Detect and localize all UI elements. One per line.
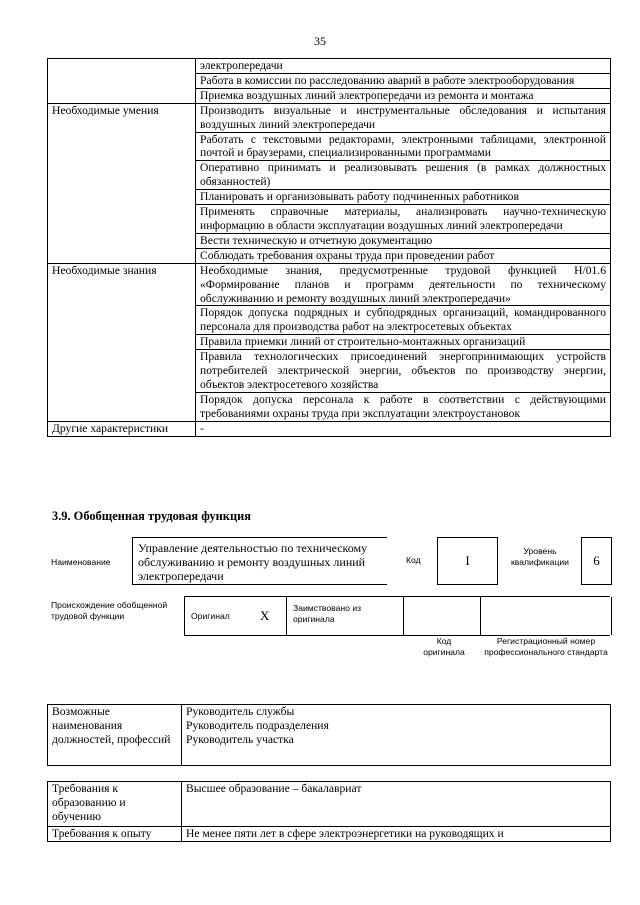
row-label: Необходимые знания [48,263,196,421]
row-text: Порядок допуска персонала к работе в соответствии с действующими требованиями охраны труда при эксплуатации электроустановок [196,392,611,421]
table-row [48,421,611,436]
code-label: Код [406,555,421,565]
experience-label: Требования к опыту [48,827,182,842]
requirements-table [47,781,611,842]
qualification-level-label: Уровень квалификации [511,546,569,567]
row-label: Другие характеристики [48,421,196,436]
row-text: Правила технологических присоединений энергопринимающих устройств потребителей электрической энергии, объектов по производству энергии, объектов электросетевого хозяйства [196,350,611,393]
qualification-level-box [581,537,612,585]
position-item: Руководитель участка [186,732,294,746]
experience-value: Не менее пяти лет в сфере электроэнергетики на руководящих и [182,827,611,842]
row-label [48,59,196,104]
code-value: I [465,553,470,568]
borrowed-label: Заимствовано из оригинала [293,603,362,624]
table-row [48,103,611,132]
row-label: Необходимые умения [48,103,196,263]
origin-row [184,596,610,636]
row-text: Планировать и организовывать работу подчиненных работников [196,190,611,205]
position-item: Руководитель подразделения [186,718,329,732]
row-text: Вести техническую и отчетную документацию [196,233,611,248]
row-text: Необходимые знания, предусмотренные трудовой функцией H/01.6 «Формирование планов и программ деятельности по техническому обслуживанию и ремонту воздушных линий электропередачи» [196,263,611,306]
origin-label: Происхождение обобщенной трудовой функции [51,600,168,621]
education-label: Требования к образованию и обучению [48,782,182,827]
table-row [48,263,611,306]
function-name: Управление деятельностью по техническому обслуживанию и ремонту воздушных линий электропередачи [138,541,368,583]
origin-borrowed-cell [286,597,404,635]
original-label: Оригинал [191,611,230,621]
row-text: электропередачи [196,59,611,74]
section-title: 3.9. Обобщенная трудовая функция [52,509,251,523]
original-mark: X [260,608,270,623]
origin-original-cell [184,597,287,635]
row-text: Производить визуальные и инструментальные обследования и испытания воздушных линий электропередачи [196,103,611,132]
row-text: Работать с текстовыми редакторами, электронными таблицами, электронной почтой и браузерами, специализированными программами [196,132,611,161]
name-label: Наименование [51,557,111,567]
knowledge-skills-table [47,58,611,437]
row-text: Применять справочные материалы, анализировать научно-техническую информацию в области эксплуатации воздушных линий электропередачи [196,205,611,234]
qualification-level-value: 6 [593,553,600,568]
origin-reg-number-cell [480,597,612,635]
reg-number-caption: Регистрационный номер профессионального стандарта [484,636,608,657]
row-text: Приемка воздушных линий электропередачи из ремонта и монтажа [196,88,611,103]
positions-table [47,704,611,766]
name-box [132,537,387,585]
row-text: Порядок допуска подрядных и субподрядных организаций, командированного персонала для производства работ на электросетевых объектах [196,306,611,335]
row-text: Соблюдать требования охраны труда при проведении работ [196,248,611,263]
code-original-caption: Код оригинала [423,636,465,657]
page-number: 35 [314,34,326,48]
positions-values [182,705,611,766]
row-text: Правила приемки линий от строительно-монтажных организаций [196,335,611,350]
position-item: Руководитель службы [186,705,295,718]
row-text: Работа в комиссии по расследованию аварий в работе электрооборудования [196,73,611,88]
positions-label: Возможные наименования должностей, профессий [48,705,182,766]
origin-code-cell [403,597,481,635]
code-box [437,537,498,585]
table-row [48,59,611,74]
row-text: - [196,421,611,436]
education-value: Высшее образование – бакалавриат [182,782,611,827]
row-text: Оперативно принимать и реализовывать решения (в рамках должностных обязанностей) [196,161,611,190]
